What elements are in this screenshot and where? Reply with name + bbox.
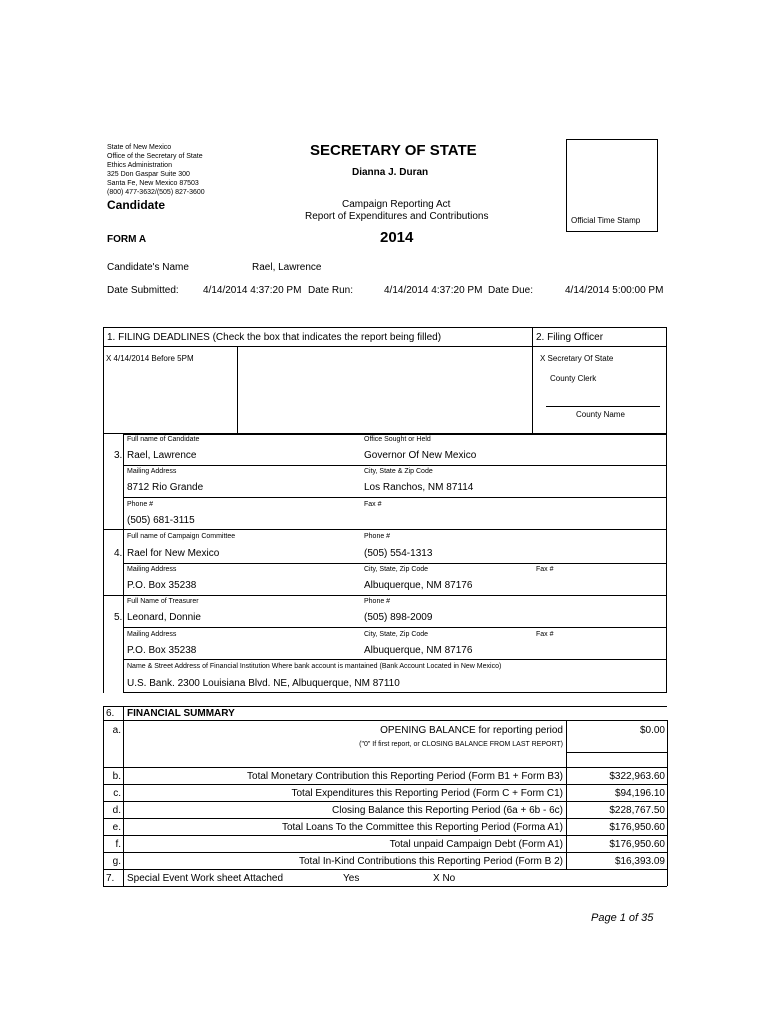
- date-submitted-label: Date Submitted:: [107, 285, 179, 296]
- section-number: 6.: [106, 708, 115, 719]
- row-label: Total Loans To the Committee this Reporting Period (Forma A1): [281, 822, 563, 833]
- candidate-full-name: Rael, Lawrence: [127, 450, 197, 461]
- city-label: City, State, Zip Code: [364, 631, 429, 638]
- mailing-value: P.O. Box 35238: [127, 580, 197, 591]
- divider: [123, 659, 667, 660]
- address-line: State of New Mexico: [107, 144, 172, 151]
- phone-label: Phone #: [127, 501, 154, 508]
- address-line: (800) 477-3632/(505) 827-3600: [107, 189, 205, 196]
- special-event-yes-option[interactable]: Yes: [343, 873, 360, 884]
- section-number: 4.: [114, 548, 123, 559]
- form-label: FORM A: [107, 234, 147, 245]
- row-value: $176,950.60: [609, 822, 665, 833]
- city-value: Los Ranchos, NM 87114: [364, 482, 474, 493]
- city-label: City, State & Zip Code: [364, 468, 433, 475]
- section-number: 5.: [114, 612, 123, 623]
- opening-balance-note: ("0" If first report, or CLOSING BALANCE FROM LAST REPORT): [359, 741, 563, 748]
- row-value: $16,393.09: [614, 856, 665, 867]
- row-label: Total Expenditures this Reporting Period (Form C + Form C1): [291, 788, 563, 799]
- candidate-full-name-label: Full name of Candidate: [127, 436, 200, 443]
- bank-label: Name & Street Address of Financial Institution Where bank account is mantained (Bank Account Located in New Mexico): [127, 663, 502, 670]
- divider: [103, 852, 667, 853]
- address-line: Ethics Administration: [107, 162, 172, 169]
- divider: [103, 801, 667, 802]
- divider: [103, 434, 104, 693]
- address-line: 325 Don Gaspar Suite 300: [107, 171, 190, 178]
- row-letter: c.: [113, 788, 121, 799]
- divider: [123, 563, 667, 564]
- mailing-value: P.O. Box 35238: [127, 645, 197, 656]
- date-submitted-value: 4/14/2014 4:37:20 PM: [203, 285, 302, 296]
- phone-value: (505) 554-1313: [364, 548, 433, 559]
- divider: [566, 752, 667, 753]
- phone-label: Phone #: [364, 598, 391, 605]
- county-clerk-option[interactable]: County Clerk: [550, 374, 597, 383]
- section-number: 3.: [114, 450, 123, 461]
- divider: [103, 595, 667, 596]
- row-letter: e.: [112, 822, 121, 833]
- treasurer-value: Leonard, Donnie: [127, 612, 201, 623]
- row-value: $94,196.10: [614, 788, 665, 799]
- phone-label: Phone #: [364, 533, 391, 540]
- treasurer-label: Full Name of Treasurer: [127, 598, 199, 605]
- mailing-label: Mailing Address: [127, 566, 177, 573]
- divider: [123, 497, 667, 498]
- date-run-label: Date Run:: [308, 285, 354, 296]
- divider: [103, 835, 667, 836]
- city-value: Albuquerque, NM 87176: [364, 645, 473, 656]
- section-number: 7.: [106, 873, 115, 884]
- phone-value: (505) 681-3115: [127, 515, 195, 526]
- candidate-heading: Candidate: [107, 198, 166, 212]
- row-label: Closing Balance this Reporting Period (6a + 6b - 6c): [332, 805, 563, 816]
- agency-address: [107, 143, 205, 197]
- page-title: SECRETARY OF STATE: [310, 142, 477, 159]
- time-stamp-label: Official Time Stamp: [571, 216, 641, 225]
- row-letter: b.: [112, 771, 121, 782]
- city-value: Albuquerque, NM 87176: [364, 580, 473, 591]
- row-label: Total unpaid Campaign Debt (Form A1): [389, 839, 563, 850]
- report-year: 2014: [380, 229, 414, 246]
- address-line: Santa Fe, New Mexico 87503: [107, 180, 199, 187]
- act-name: Campaign Reporting Act: [342, 199, 451, 210]
- divider: [103, 706, 667, 707]
- report-name: Report of Expenditures and Contributions: [305, 211, 489, 222]
- county-name-label: County Name: [576, 410, 625, 419]
- row-letter: f.: [115, 839, 121, 850]
- bank-value: U.S. Bank. 2300 Louisiana Blvd. NE, Albuquerque, NM 87110: [127, 678, 400, 689]
- divider: [123, 465, 667, 466]
- divider: [103, 529, 667, 530]
- divider: [103, 886, 667, 887]
- candidate-name-value: Rael, Lawrence: [252, 262, 322, 273]
- opening-balance-label: OPENING BALANCE for reporting period: [380, 725, 563, 736]
- date-due-value: 4/14/2014 5:00:00 PM: [565, 285, 664, 296]
- row-label: Total Monetary Contribution this Reporting Period (Form B1 + Form B3): [247, 771, 563, 782]
- officer-name: Dianna J. Duran: [352, 167, 429, 178]
- fax-label: Fax #: [536, 566, 554, 573]
- date-run-value: 4/14/2014 4:37:20 PM: [384, 285, 483, 296]
- secretary-of-state-option[interactable]: X Secretary Of State: [540, 354, 614, 363]
- special-event-no-option[interactable]: X No: [433, 873, 456, 884]
- city-label: City, State, Zip Code: [364, 566, 429, 573]
- row-value: $322,963.60: [609, 771, 665, 782]
- page-number: Page 1 of 35: [591, 912, 654, 924]
- divider: [667, 720, 668, 886]
- row-label: Total In-Kind Contributions this Reporting Period (Form B 2): [298, 856, 563, 867]
- row-value: $176,950.60: [609, 839, 665, 850]
- date-due-label: Date Due:: [488, 285, 534, 296]
- phone-value: (505) 898-2009: [364, 612, 433, 623]
- divider: [237, 346, 238, 434]
- fax-label: Fax #: [364, 501, 382, 508]
- divider: [103, 818, 667, 819]
- mailing-value: 8712 Rio Grande: [127, 482, 204, 493]
- mailing-label: Mailing Address: [127, 631, 177, 638]
- opening-balance-value: $0.00: [639, 725, 665, 736]
- divider: [532, 327, 533, 434]
- committee-label: Full name of Campaign Committee: [127, 533, 236, 540]
- row-letter: g.: [112, 856, 121, 867]
- financial-summary-title: FINANCIAL SUMMARY: [127, 708, 235, 719]
- filing-deadline-option[interactable]: X 4/14/2014 Before 5PM: [106, 354, 194, 363]
- county-name-line: [546, 406, 660, 407]
- divider: [103, 767, 667, 768]
- divider: [103, 346, 667, 347]
- time-stamp-box: [566, 139, 658, 232]
- special-event-label: Special Event Work sheet Attached: [127, 873, 284, 884]
- divider: [123, 627, 667, 628]
- filing-deadlines-title: 1. FILING DEADLINES (Check the box that indicates the report being filled): [107, 332, 442, 343]
- office-value: Governor Of New Mexico: [364, 450, 477, 461]
- divider: [103, 784, 667, 785]
- fax-label: Fax #: [536, 631, 554, 638]
- address-line: Office of the Secretary of State: [107, 153, 203, 160]
- committee-value: Rael for New Mexico: [127, 548, 220, 559]
- divider: [103, 720, 667, 721]
- candidate-name-label: Candidate's Name: [107, 262, 189, 273]
- row-letter: a.: [112, 725, 121, 736]
- divider: [566, 720, 567, 870]
- divider: [103, 869, 667, 870]
- row-value: $228,767.50: [609, 805, 665, 816]
- divider: [123, 706, 124, 886]
- office-label: Office Sought or Held: [364, 436, 431, 443]
- filing-officer-title: 2. Filing Officer: [536, 332, 604, 343]
- mailing-label: Mailing Address: [127, 468, 177, 475]
- row-letter: d.: [112, 805, 121, 816]
